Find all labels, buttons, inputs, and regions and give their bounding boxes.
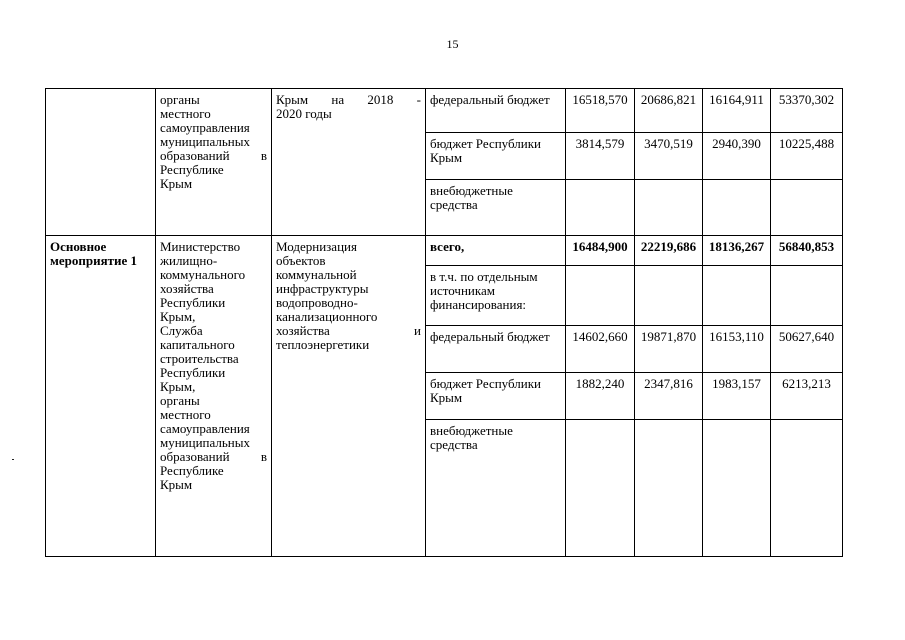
source-cell: всего,	[426, 236, 566, 266]
value-cell	[635, 180, 703, 236]
source-cell: федеральный бюджет	[426, 89, 566, 133]
value-cell: 19871,870	[635, 326, 703, 373]
value-cell: 20686,821	[635, 89, 703, 133]
total-cell	[771, 266, 843, 326]
total-cell: 56840,853	[771, 236, 843, 266]
value-cell	[635, 266, 703, 326]
activity-name-cell: Основное мероприятие 1	[46, 236, 156, 557]
source-cell: внебюджетные средства	[426, 420, 566, 557]
value-cell: 14602,660	[566, 326, 635, 373]
budget-table	[45, 88, 843, 557]
goal-cell: Модернизация объектов коммунальной инфраструктуры водопроводно- канализационного хозяйства и теплоэнергетики	[272, 236, 426, 557]
total-cell: 6213,213	[771, 373, 843, 420]
value-cell: 2940,390	[703, 133, 771, 180]
value-cell	[566, 420, 635, 557]
value-cell	[703, 266, 771, 326]
total-cell: 50627,640	[771, 326, 843, 373]
period-cell: Крым на 2018 - 2020 годы	[272, 89, 426, 236]
value-cell: 1983,157	[703, 373, 771, 420]
value-cell: 3470,519	[635, 133, 703, 180]
source-cell: бюджет Республики Крым	[426, 133, 566, 180]
value-cell	[566, 180, 635, 236]
total-cell: 10225,488	[771, 133, 843, 180]
value-cell: 22219,686	[635, 236, 703, 266]
value-cell: 2347,816	[635, 373, 703, 420]
source-cell: бюджет Республики Крым	[426, 373, 566, 420]
total-cell	[771, 180, 843, 236]
value-cell: 16484,900	[566, 236, 635, 266]
value-cell	[635, 420, 703, 557]
source-cell: федеральный бюджет	[426, 326, 566, 373]
executor-cell: органы местного самоуправления муниципальных образований в Республике Крым	[156, 89, 272, 236]
scan-dot	[12, 459, 14, 460]
source-cell: в т.ч. по отдельным источникам финансирования:	[426, 266, 566, 326]
executor-cell: Министерство жилищно- коммунального хозяйства Республики Крым, Служба капитального строительства Республики Крым, органы местного самоуправления муниципальных образований в Республике Крым	[156, 236, 272, 557]
value-cell	[703, 420, 771, 557]
source-cell: внебюджетные средства	[426, 180, 566, 236]
value-cell: 16153,110	[703, 326, 771, 373]
value-cell: 1882,240	[566, 373, 635, 420]
total-cell: 53370,302	[771, 89, 843, 133]
activity-cell-empty	[46, 89, 156, 236]
value-cell	[703, 180, 771, 236]
value-cell: 16164,911	[703, 89, 771, 133]
page-number: 15	[446, 37, 459, 51]
value-cell: 18136,267	[703, 236, 771, 266]
table-row	[46, 89, 843, 133]
value-cell: 3814,579	[566, 133, 635, 180]
value-cell	[566, 266, 635, 326]
table-row	[46, 236, 843, 266]
total-cell	[771, 420, 843, 557]
value-cell: 16518,570	[566, 89, 635, 133]
